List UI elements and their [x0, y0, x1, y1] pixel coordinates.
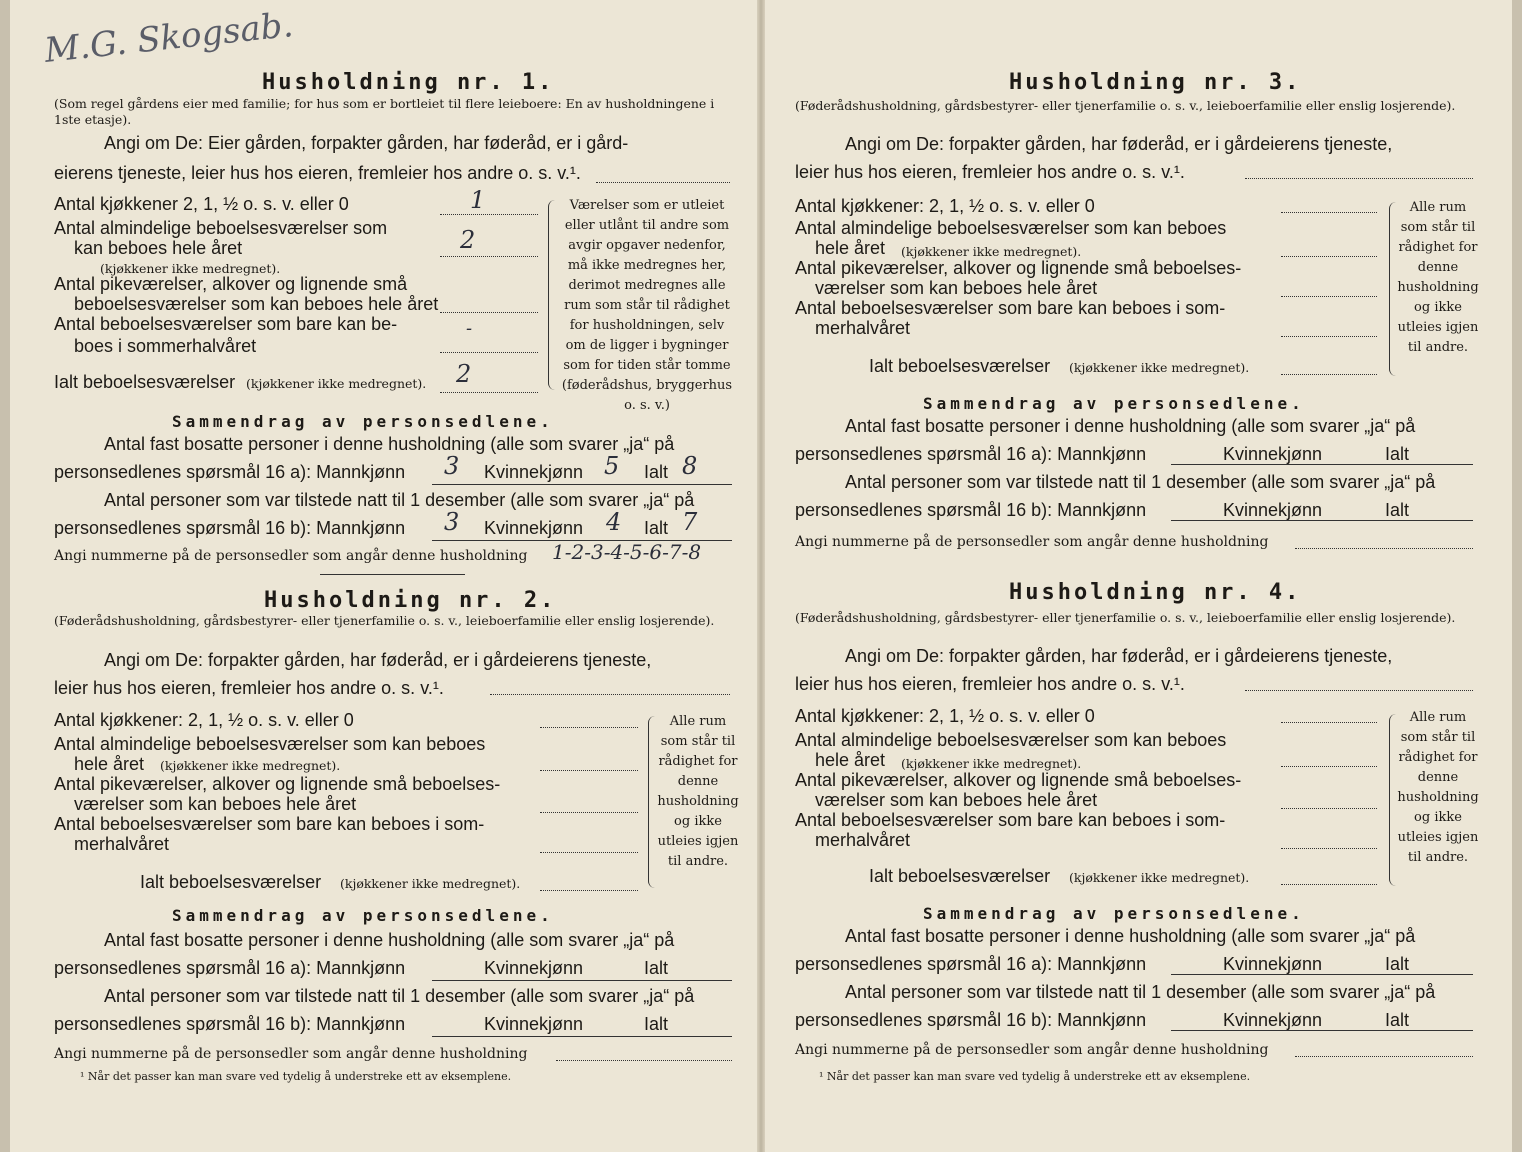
- h1-kjokken-value[interactable]: 1: [470, 186, 486, 214]
- h2-kjokken-line[interactable]: [540, 727, 638, 728]
- h1-note: (Som regel gårdens eier med familie; for hus som er bortleiet til flere leieboere: En av husholdningene i 1ste etasje).: [54, 96, 715, 127]
- h2-alm-label-b: hele året: [74, 754, 145, 774]
- h1-ialt-line: [440, 392, 538, 393]
- h2-question-line[interactable]: [490, 694, 730, 695]
- h4-p2-line2: personsedlenes spørsmål 16 b): Mannkjønn: [795, 1010, 1147, 1030]
- h3-pike-line[interactable]: [1281, 296, 1377, 297]
- h1-b-kvinne[interactable]: 4: [606, 508, 622, 536]
- right-footnote: ¹ Når det passer kan man svare ved tydelig å understreke ett av eksemplene.: [819, 1070, 1251, 1083]
- h2-question-line2: leier hus hos eieren, fremleier hos andre o. s. v.¹.: [54, 678, 444, 698]
- h2-sommer-label-b: merhalvåret: [74, 834, 170, 854]
- h3-p2-kv-label: Kvinnekjønn: [1223, 500, 1323, 520]
- h3-question-line[interactable]: [1245, 178, 1473, 179]
- h2-p1-underline[interactable]: [432, 980, 732, 981]
- h1-a-ialt[interactable]: 8: [682, 452, 698, 480]
- h2-p1-ialt-label: Ialt: [644, 958, 669, 978]
- h4-pike-label-b: værelser som kan beboes hele året: [815, 790, 1098, 810]
- h2-p2-underline[interactable]: [432, 1036, 732, 1037]
- h2-note: (Føderådshusholdning, gårdsbestyrer- eller tjenerfamilie o. s. v., leieboerfamilie eller enslig losjerende).: [54, 613, 715, 628]
- h1-kjokken-line: [440, 214, 538, 215]
- h2-p1-line2: personsedlenes spørsmål 16 a): Mannkjønn: [54, 958, 406, 978]
- h3-p1-ialt-label: Ialt: [1385, 444, 1410, 464]
- h3-alm-note: (kjøkkener ikke medregnet).: [901, 244, 1082, 259]
- h3-pike-label-a: Antal pikeværelser, alkover og lignende små beboelses-: [795, 258, 1242, 278]
- h4-note: (Føderådshusholdning, gårdsbestyrer- eller tjenerfamilie o. s. v., leieboerfamilie eller enslig losjerende).: [795, 610, 1456, 625]
- h1-question-line1: Angi om De: Eier gården, forpakter gården, har føderåd, er i gård-: [104, 133, 629, 153]
- h3-ialt-note: (kjøkkener ikke medregnet).: [1069, 360, 1250, 375]
- h4-alm-line[interactable]: [1281, 766, 1377, 767]
- h2-ialt-line[interactable]: [540, 890, 638, 891]
- h4-num-line[interactable]: [1295, 1056, 1473, 1057]
- h4-sommer-label-b: merhalvåret: [815, 830, 911, 850]
- h1-pike-label-a: Antal pikeværelser, alkover og lignende små: [54, 274, 408, 294]
- h4-ialt-note: (kjøkkener ikke medregnet).: [1069, 870, 1250, 885]
- h4-kjokken-label: Antal kjøkkener: 2, 1, ½ o. s. v. eller 0: [795, 706, 1095, 726]
- h1-p1-kv-label: Kvinnekjønn: [484, 462, 584, 482]
- h3-num-line[interactable]: [1295, 548, 1473, 549]
- h1-alm-label-a: Antal almindelige beboelsesværelser som: [54, 218, 388, 238]
- h1-p2-kv-label: Kvinnekjønn: [484, 518, 584, 538]
- h1-p1-line1: Antal fast bosatte personer i denne husholdning (alle som svarer „ja“ på: [104, 434, 675, 454]
- h2-bracket-text: Alle rum som står til rådighet for denne husholdning og ikke utleies igjen til andre.: [657, 714, 739, 869]
- h4-p2-ialt-label: Ialt: [1385, 1010, 1410, 1030]
- h2-summary-title: Sammendrag av personsedlene.: [172, 906, 554, 925]
- h4-pike-label-a: Antal pikeværelser, alkover og lignende små beboelses-: [795, 770, 1242, 790]
- h2-question-line1: Angi om De: forpakter gården, har føderåd, er i gårdeierens tjeneste,: [104, 650, 652, 670]
- h4-p2-line1: Antal personer som var tilstede natt til 1 desember (alle som svarer „ja“ på: [845, 982, 1436, 1002]
- h1-b-mann[interactable]: 3: [444, 508, 460, 536]
- left-footnote: ¹ Når det passer kan man svare ved tydelig å understreke ett av eksemplene.: [80, 1070, 512, 1083]
- h4-question-line1: Angi om De: forpakter gården, har føderåd, er i gårdeierens tjeneste,: [845, 646, 1393, 666]
- h1-ialt-note: (kjøkkener ikke medregnet).: [246, 376, 427, 391]
- h3-p1-line1: Antal fast bosatte personer i denne husholdning (alle som svarer „ja“ på: [845, 416, 1416, 436]
- h3-alm-line[interactable]: [1281, 256, 1377, 257]
- h3-sommer-label-b: merhalvåret: [815, 318, 911, 338]
- h1-alm-value[interactable]: 2: [460, 226, 476, 254]
- h3-ialt-label: Ialt beboelsesværelser: [869, 356, 1051, 376]
- h4-alm-label-b: hele året: [815, 750, 886, 770]
- h4-sommer-line[interactable]: [1281, 848, 1377, 849]
- h4-p1-ialt-label: Ialt: [1385, 954, 1410, 974]
- h1-brace: [548, 200, 555, 390]
- handwritten-stamp: M.G. Skogsab.: [42, 5, 296, 71]
- h1-num-value[interactable]: 1-2-3-4-5-6-7-8: [552, 540, 702, 564]
- h2-ialt-note: (kjøkkener ikke medregnet).: [340, 876, 521, 891]
- h2-p2-ialt-label: Ialt: [644, 1014, 669, 1034]
- h4-ialt-label: Ialt beboelsesværelser: [869, 866, 1051, 886]
- h3-ialt-line[interactable]: [1281, 374, 1377, 375]
- h1-p1-ialt-label: Ialt: [644, 462, 669, 482]
- h4-question-line[interactable]: [1245, 690, 1473, 691]
- h2-pike-line[interactable]: [540, 812, 638, 813]
- h1-separator: [320, 574, 465, 575]
- h2-p2-line2: personsedlenes spørsmål 16 b): Mannkjønn: [54, 1014, 406, 1034]
- h3-note: (Føderådshusholdning, gårdsbestyrer- eller tjenerfamilie o. s. v., leieboerfamilie eller enslig losjerende).: [795, 98, 1456, 113]
- h2-num-line[interactable]: [556, 1060, 732, 1061]
- h1-bracket-text: Værelser som er utleiet eller utlånt til andre som avgir opgaver nedenfor, må ikke medregnes her, derimot medregnes alle rum som står til rådighet for husholdningen, selv om de ligger i bygninger som for tiden står tomme (føderådshus, bryggerhus o. s. v.): [561, 198, 733, 413]
- h1-alm-line: [440, 256, 538, 257]
- h4-sommer-label-a: Antal beboelsesværelser som bare kan beboes i som-: [795, 810, 1226, 830]
- h1-ialt-label: Ialt beboelsesværelser: [54, 372, 236, 392]
- h2-pike-label-b: værelser som kan beboes hele året: [74, 794, 357, 814]
- h1-sommer-label-a: Antal beboelsesværelser som bare kan be-: [54, 314, 398, 334]
- h1-question-line2: eierens tjeneste, leier hus hos eieren, fremleier hos andre o. s. v.¹.: [54, 163, 581, 183]
- h2-num-label: Angi nummerne på de personsedler som angår denne husholdning: [54, 1046, 528, 1062]
- h3-p2-underline[interactable]: [1171, 520, 1473, 521]
- h1-b-ialt[interactable]: 7: [682, 508, 698, 536]
- h3-alm-label-a: Antal almindelige beboelsesværelser som kan beboes: [795, 218, 1227, 238]
- h3-summary-title: Sammendrag av personsedlene.: [923, 394, 1305, 413]
- h2-p1-kv-label: Kvinnekjønn: [484, 958, 584, 978]
- h1-pike-label-b: beboelsesværelser som kan beboes hele året: [74, 294, 439, 314]
- h2-sommer-line[interactable]: [540, 852, 638, 853]
- h3-alm-label-b: hele året: [815, 238, 886, 258]
- h2-pike-label-a: Antal pikeværelser, alkover og lignende små beboelses-: [54, 774, 501, 794]
- h1-question-line[interactable]: [596, 182, 730, 183]
- h4-p1-kv-label: Kvinnekjønn: [1223, 954, 1323, 974]
- h1-alm-label-b: kan beboes hele året: [74, 238, 243, 258]
- h3-question-line2: leier hus hos eieren, fremleier hos andre o. s. v.¹.: [795, 162, 1185, 182]
- h2-kjokken-label: Antal kjøkkener: 2, 1, ½ o. s. v. eller 0: [54, 710, 354, 730]
- h1-p2-ialt-label: Ialt: [644, 518, 669, 538]
- h4-kjokken-line[interactable]: [1281, 722, 1377, 723]
- h1-p1-underline: [432, 484, 732, 485]
- h3-title: Husholdning nr. 3.: [1009, 70, 1302, 95]
- h4-summary-title: Sammendrag av personsedlene.: [923, 904, 1305, 923]
- h1-sommer-label-b: boes i sommerhalvåret: [74, 336, 257, 356]
- h2-alm-line[interactable]: [540, 770, 638, 771]
- h2-p2-line1: Antal personer som var tilstede natt til 1 desember (alle som svarer „ja“ på: [104, 986, 695, 1006]
- h3-kjokken-line[interactable]: [1281, 212, 1377, 213]
- h2-brace: [648, 716, 655, 888]
- h1-p2-line1: Antal personer som var tilstede natt til 1 desember (alle som svarer „ja“ på: [104, 490, 695, 510]
- h3-sommer-label-a: Antal beboelsesværelser som bare kan beboes i som-: [795, 298, 1226, 318]
- h4-ialt-line[interactable]: [1281, 884, 1377, 885]
- h3-p1-kv-label: Kvinnekjønn: [1223, 444, 1323, 464]
- h4-question-line2: leier hus hos eieren, fremleier hos andre o. s. v.¹.: [795, 674, 1185, 694]
- h3-p2-line2: personsedlenes spørsmål 16 b): Mannkjønn: [795, 500, 1147, 520]
- h1-title: Husholdning nr. 1.: [262, 70, 555, 95]
- h3-p2-ialt-label: Ialt: [1385, 500, 1410, 520]
- h4-num-label: Angi nummerne på de personsedler som angår denne husholdning: [795, 1042, 1269, 1058]
- h4-pike-line[interactable]: [1281, 808, 1377, 809]
- h3-pike-label-b: værelser som kan beboes hele året: [815, 278, 1098, 298]
- h1-pike-line: [440, 312, 538, 313]
- h4-bracket-text: Alle rum som står til rådighet for denne husholdning og ikke utleies igjen til andre.: [1397, 710, 1479, 865]
- h4-title: Husholdning nr. 4.: [1009, 580, 1302, 605]
- h3-kjokken-label: Antal kjøkkener: 2, 1, ½ o. s. v. eller 0: [795, 196, 1095, 216]
- h3-sommer-line[interactable]: [1281, 336, 1377, 337]
- h1-a-kvinne[interactable]: 5: [604, 452, 620, 480]
- right-page: [765, 0, 1522, 1152]
- h1-alm-note: (kjøkkener ikke medregnet).: [100, 261, 281, 276]
- h4-p1-underline[interactable]: [1171, 974, 1473, 975]
- h3-question-line1: Angi om De: forpakter gården, har føderåd, er i gårdeierens tjeneste,: [845, 134, 1393, 154]
- h4-alm-label-a: Antal almindelige beboelsesværelser som kan beboes: [795, 730, 1227, 750]
- h4-p2-underline[interactable]: [1171, 1030, 1473, 1031]
- h3-p1-underline[interactable]: [1171, 464, 1473, 465]
- h4-p1-line2: personsedlenes spørsmål 16 a): Mannkjønn: [795, 954, 1147, 974]
- h4-p2-kv-label: Kvinnekjønn: [1223, 1010, 1323, 1030]
- h2-p2-kv-label: Kvinnekjønn: [484, 1014, 584, 1034]
- h2-ialt-label: Ialt beboelsesværelser: [140, 872, 322, 892]
- h3-p1-line2: personsedlenes spørsmål 16 a): Mannkjønn: [795, 444, 1147, 464]
- h3-num-label: Angi nummerne på de personsedler som angår denne husholdning: [795, 534, 1269, 550]
- h3-bracket-text: Alle rum som står til rådighet for denne husholdning og ikke utleies igjen til andre.: [1397, 200, 1479, 355]
- h3-p2-line1: Antal personer som var tilstede natt til 1 desember (alle som svarer „ja“ på: [845, 472, 1436, 492]
- h2-title: Husholdning nr. 2.: [264, 588, 557, 613]
- h1-num-label: Angi nummerne på de personsedler som angår denne husholdning: [54, 548, 528, 564]
- h1-kjokken-label: Antal kjøkkener 2, 1, ½ o. s. v. eller 0: [54, 194, 349, 214]
- h2-sommer-label-a: Antal beboelsesværelser som bare kan beboes i som-: [54, 814, 485, 834]
- left-page: [0, 0, 760, 1152]
- h2-p1-line1: Antal fast bosatte personer i denne husholdning (alle som svarer „ja“ på: [104, 930, 675, 950]
- h2-alm-note: (kjøkkener ikke medregnet).: [160, 758, 341, 773]
- h4-p1-line1: Antal fast bosatte personer i denne husholdning (alle som svarer „ja“ på: [845, 926, 1416, 946]
- h1-p2-line2: personsedlenes spørsmål 16 b): Mannkjønn: [54, 518, 406, 538]
- h1-sommer-value[interactable]: -: [466, 318, 473, 339]
- h1-summary-title: Sammendrag av personsedlene.: [172, 412, 554, 431]
- h1-ialt-value[interactable]: 2: [456, 360, 472, 388]
- h2-alm-label-a: Antal almindelige beboelsesværelser som kan beboes: [54, 734, 486, 754]
- h4-alm-note: (kjøkkener ikke medregnet).: [901, 756, 1082, 771]
- h1-p1-line2: personsedlenes spørsmål 16 a): Mannkjønn: [54, 462, 406, 482]
- h1-a-mann[interactable]: 3: [444, 452, 460, 480]
- h1-sommer-line: [440, 352, 538, 353]
